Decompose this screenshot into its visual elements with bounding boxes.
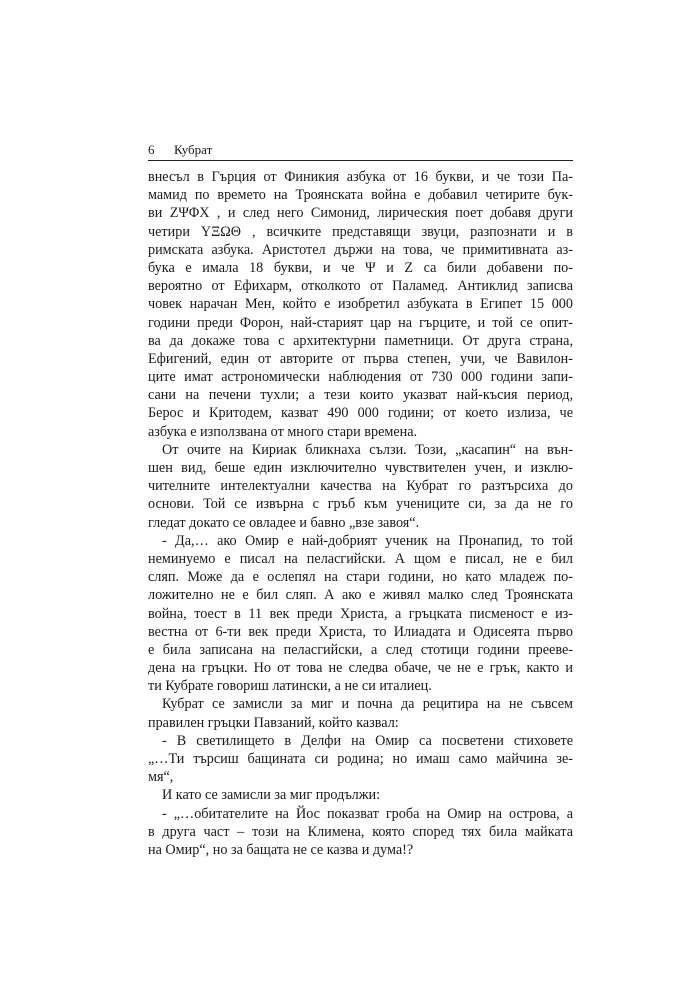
text-line: От очите на Кириак бликнаха сълзи. Този, „касапин“ на вън- bbox=[162, 441, 573, 458]
text-line: ва да докаже това с архитектурни паметници. От друга страна, bbox=[148, 332, 573, 349]
text-line: сани на печени тухли; а тези които указват най-късия период, bbox=[148, 387, 573, 404]
text-line: четири ΥΞΩΘ , всичките представящи звуци, разпознати и в bbox=[148, 223, 573, 240]
text-line: „…Ти търсиш бащината си родина; но имаш само майчина зе- bbox=[148, 751, 573, 767]
body-text bbox=[148, 168, 573, 859]
text-line: шен вид, беше един изключително чувствителен учен, и изклю- bbox=[148, 460, 573, 476]
text-line: бука е имала 18 букви, и че Ψ и Ζ са били добавени по- bbox=[148, 259, 573, 276]
paragraph bbox=[148, 168, 573, 441]
text-line: - „…обитателите на Йос показват гроба на Омир на острова, а bbox=[162, 805, 573, 822]
text-line: война, тоест в 11 век преди Христа, а гръцката писменост е из- bbox=[148, 605, 573, 622]
text-line: Берос и Критодем, казват 490 000 години; от което излиза, че bbox=[148, 405, 573, 422]
text-line: правилен гръцки Павзаний, който казвал: bbox=[148, 714, 399, 731]
text-line: дена на гръцки. Но от това не следва обаче, че не е грък, както и bbox=[148, 660, 573, 677]
text-line: И като се замисли за миг продължи: bbox=[162, 787, 381, 804]
paragraph bbox=[148, 695, 573, 731]
text-line: ти Кубрате говориш латински, а не си италиец. bbox=[148, 678, 432, 695]
text-line: чителните интелектуални качества на Кубрат го разтърсиха до bbox=[148, 478, 573, 495]
paragraph bbox=[148, 786, 573, 804]
text-line: Ефигений, един от авторите от първа степен, учи, че Вавилон- bbox=[148, 350, 573, 367]
text-line: основи. Той се извърна с гръб към учениците си, за да не го bbox=[148, 496, 573, 513]
text-line: - В светилището в Делфи на Омир са посветени стиховете bbox=[162, 732, 573, 749]
text-line: години преди Форон, най-старият цар на гърците, и той се опит- bbox=[148, 314, 573, 331]
text-line: на Омир“, но за бащата не се казва и дума!? bbox=[148, 841, 414, 858]
text-line: сляп. Може да е ослепял на стари години, но като младеж по- bbox=[148, 569, 573, 586]
text-line: Кубрат се замисли за миг и почна да рецитира на не съвсем bbox=[162, 696, 573, 713]
text-line: гледат докато се овладее и бавно „взе завоя“. bbox=[148, 514, 420, 531]
text-line: неминуемо е писал на пеласгийски. А щом е писал, не е бил bbox=[148, 550, 573, 567]
page-number: 6 bbox=[148, 142, 155, 157]
text-line: внесъл в Гърция от Финикия азбука от 16 букви, и че този Па- bbox=[148, 169, 573, 185]
text-line: ложително не е бил сляп. А ако е живял малко след Троянската bbox=[148, 587, 573, 604]
text-line: римската азбука. Аристотел държи на това, че примитивната аз- bbox=[148, 241, 573, 258]
text-line: е била записана на пеласгийски, а след стотици години прееве- bbox=[148, 641, 573, 658]
text-line: ците имат астрономически наблюдения от 730 000 години запи- bbox=[148, 369, 573, 386]
text-line: вестна от 6-ти век преди Христа, то Илиадата и Одисеята първо bbox=[148, 623, 573, 640]
text-line: мамид по времето на Троянската война е добавил четирите бук- bbox=[148, 187, 573, 204]
text-line: човек нарачан Мен, който е изобретил азбуката в Египет 15 000 bbox=[148, 296, 573, 313]
text-line: мя“, bbox=[148, 769, 174, 786]
text-line: азбука е използвана от много стари времена. bbox=[148, 423, 418, 440]
running-header bbox=[148, 140, 573, 161]
text-line: в друга част – този на Климена, която според тях била майката bbox=[148, 823, 573, 840]
text-line: - Да,… ако Омир е най-добрият ученик на Пронапид, то той bbox=[162, 532, 573, 549]
paragraph bbox=[148, 732, 573, 787]
paragraph bbox=[148, 805, 573, 860]
text-line: ви ΖΨΦΧ , и след него Симонид, лирическия поет добавя други bbox=[148, 205, 573, 222]
paragraph bbox=[148, 441, 573, 532]
paragraph bbox=[148, 532, 573, 696]
running-title: Кубрат bbox=[174, 142, 213, 157]
text-line: вероятно от Ефихарм, отколкото от Паламед. Антиклид записва bbox=[148, 278, 573, 295]
